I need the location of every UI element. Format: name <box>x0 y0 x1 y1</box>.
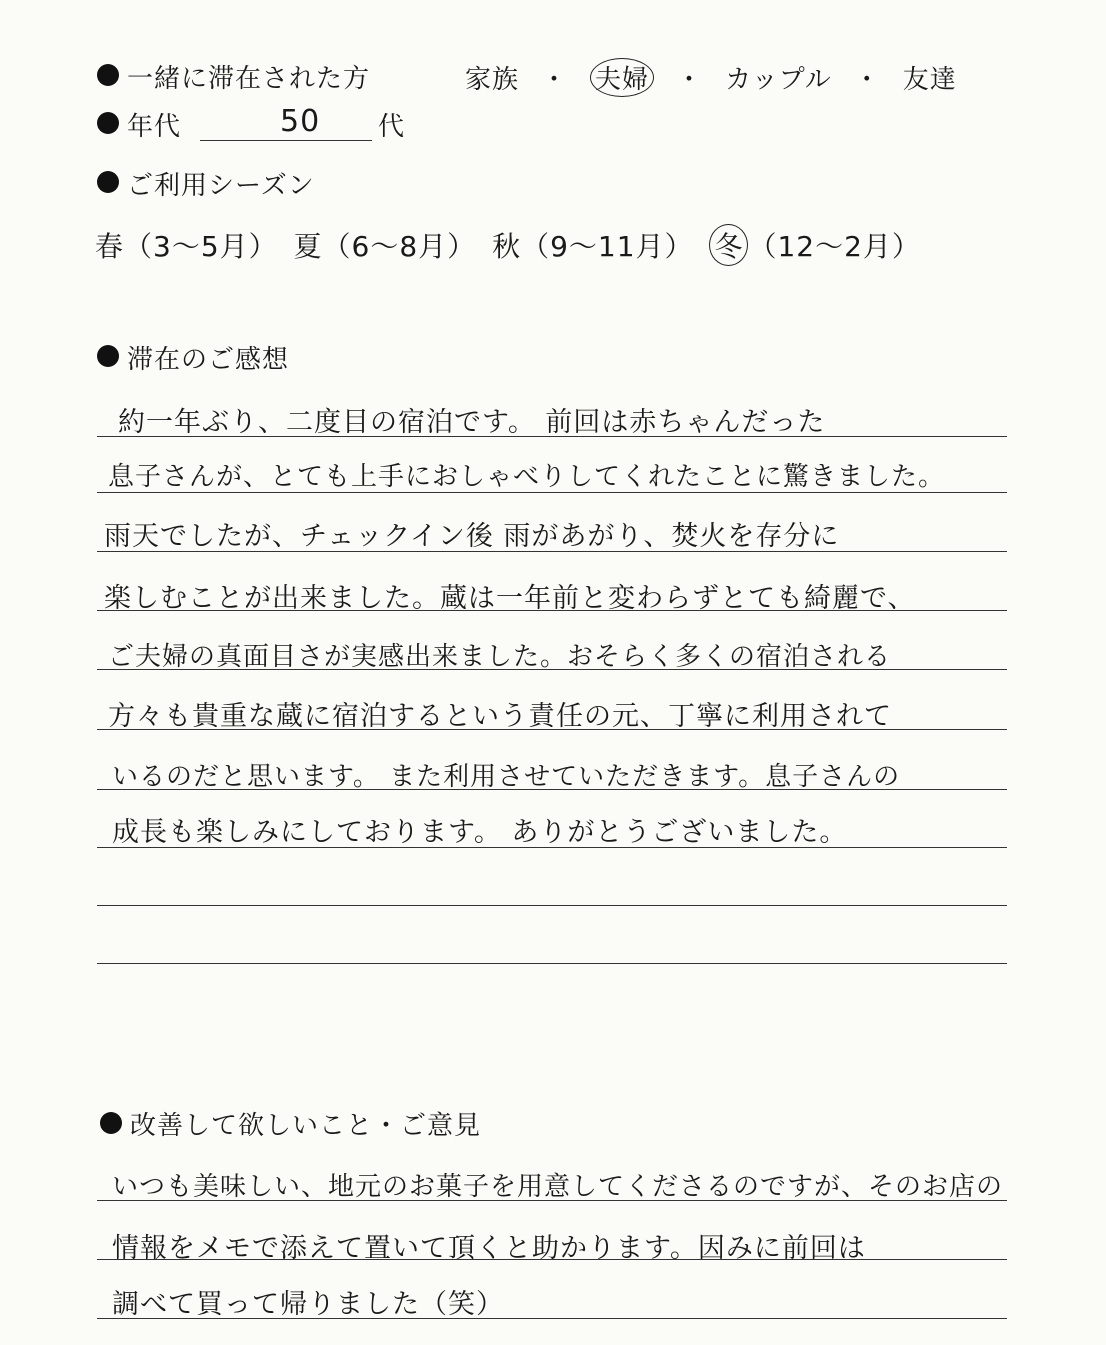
feedback-line: 情報をメモで添えて置いて頂くと助かります。因みに前回は <box>112 1233 866 1264</box>
season-winter-circled: 冬 <box>709 224 748 266</box>
option-couple-married-circled: 夫婦 <box>590 58 654 97</box>
option-couple: カップル <box>725 65 832 95</box>
ruled-line <box>97 905 1007 906</box>
impression-line: ご夫婦の真面目さが実感出来ました。おそらく多くの宿泊される <box>108 642 892 672</box>
season-label: ご利用シーズン <box>127 171 315 201</box>
ruled-line <box>97 963 1007 964</box>
ruled-line <box>97 847 1007 848</box>
impressions-label: 滞在のご感想 <box>127 345 290 375</box>
impression-line: 楽しむことが出来ました。蔵は一年前と変わらずとても綺麗で、 <box>104 583 916 614</box>
feedback-label: 改善して欲しいこと・ご意見 <box>130 1111 482 1141</box>
season-summer: 夏（6〜8月） <box>293 230 477 263</box>
ruled-line <box>97 610 1007 611</box>
bullet-icon <box>100 1112 122 1134</box>
age-value: 50 <box>280 104 321 139</box>
ruled-line <box>97 1200 1007 1201</box>
season-autumn: 秋（9〜11月） <box>492 230 694 263</box>
age-label: 年代 <box>127 112 182 142</box>
impression-line: 方々も貴重な蔵に宿泊するという責任の元、丁寧に利用されて <box>108 701 892 732</box>
bullet-icon <box>97 345 119 367</box>
option-family: 家族 <box>465 65 520 95</box>
feedback-line: いつも美味しい、地元のお菓子を用意してくださるのですが、そのお店の <box>112 1172 1004 1202</box>
impression-line: 約一年ぶり、二度目の宿泊です。 前回は赤ちゃんだった <box>118 407 826 438</box>
ruled-line <box>97 729 1007 730</box>
ruled-line <box>97 551 1007 552</box>
ruled-line <box>97 436 1007 437</box>
season-winter-range: （12〜2月） <box>748 230 921 263</box>
bullet-icon <box>97 171 119 193</box>
impression-line: 息子さんが、とても上手におしゃべりしてくれたことに驚きました。 <box>108 462 946 492</box>
impression-line: いるのだと思います。 また利用させていただきます。息子さんの <box>112 762 901 792</box>
ruled-line <box>97 1318 1007 1319</box>
impression-line: 雨天でしたが、チェックイン後 雨があがり、焚火を存分に <box>104 521 840 552</box>
ruled-line <box>97 789 1007 790</box>
age-underline <box>200 140 372 141</box>
ruled-line <box>97 492 1007 493</box>
impression-line: 成長も楽しみにしております。 ありがとうございました。 <box>112 817 848 848</box>
season-spring: 春（3〜5月） <box>95 230 278 263</box>
companions-label: 一緒に滞在された方 <box>127 64 371 94</box>
bullet-icon <box>97 112 119 134</box>
ruled-line <box>97 1259 1007 1260</box>
season-options <box>95 224 921 266</box>
feedback-line: 調べて買って帰りました（笑） <box>112 1289 504 1320</box>
ruled-line <box>97 669 1007 670</box>
companions-options: 家族 ・ 夫婦 ・ カップル ・ 友達 <box>465 58 957 97</box>
bullet-icon <box>97 64 119 86</box>
option-friends: 友達 <box>902 65 957 95</box>
age-suffix: 代 <box>378 112 406 142</box>
